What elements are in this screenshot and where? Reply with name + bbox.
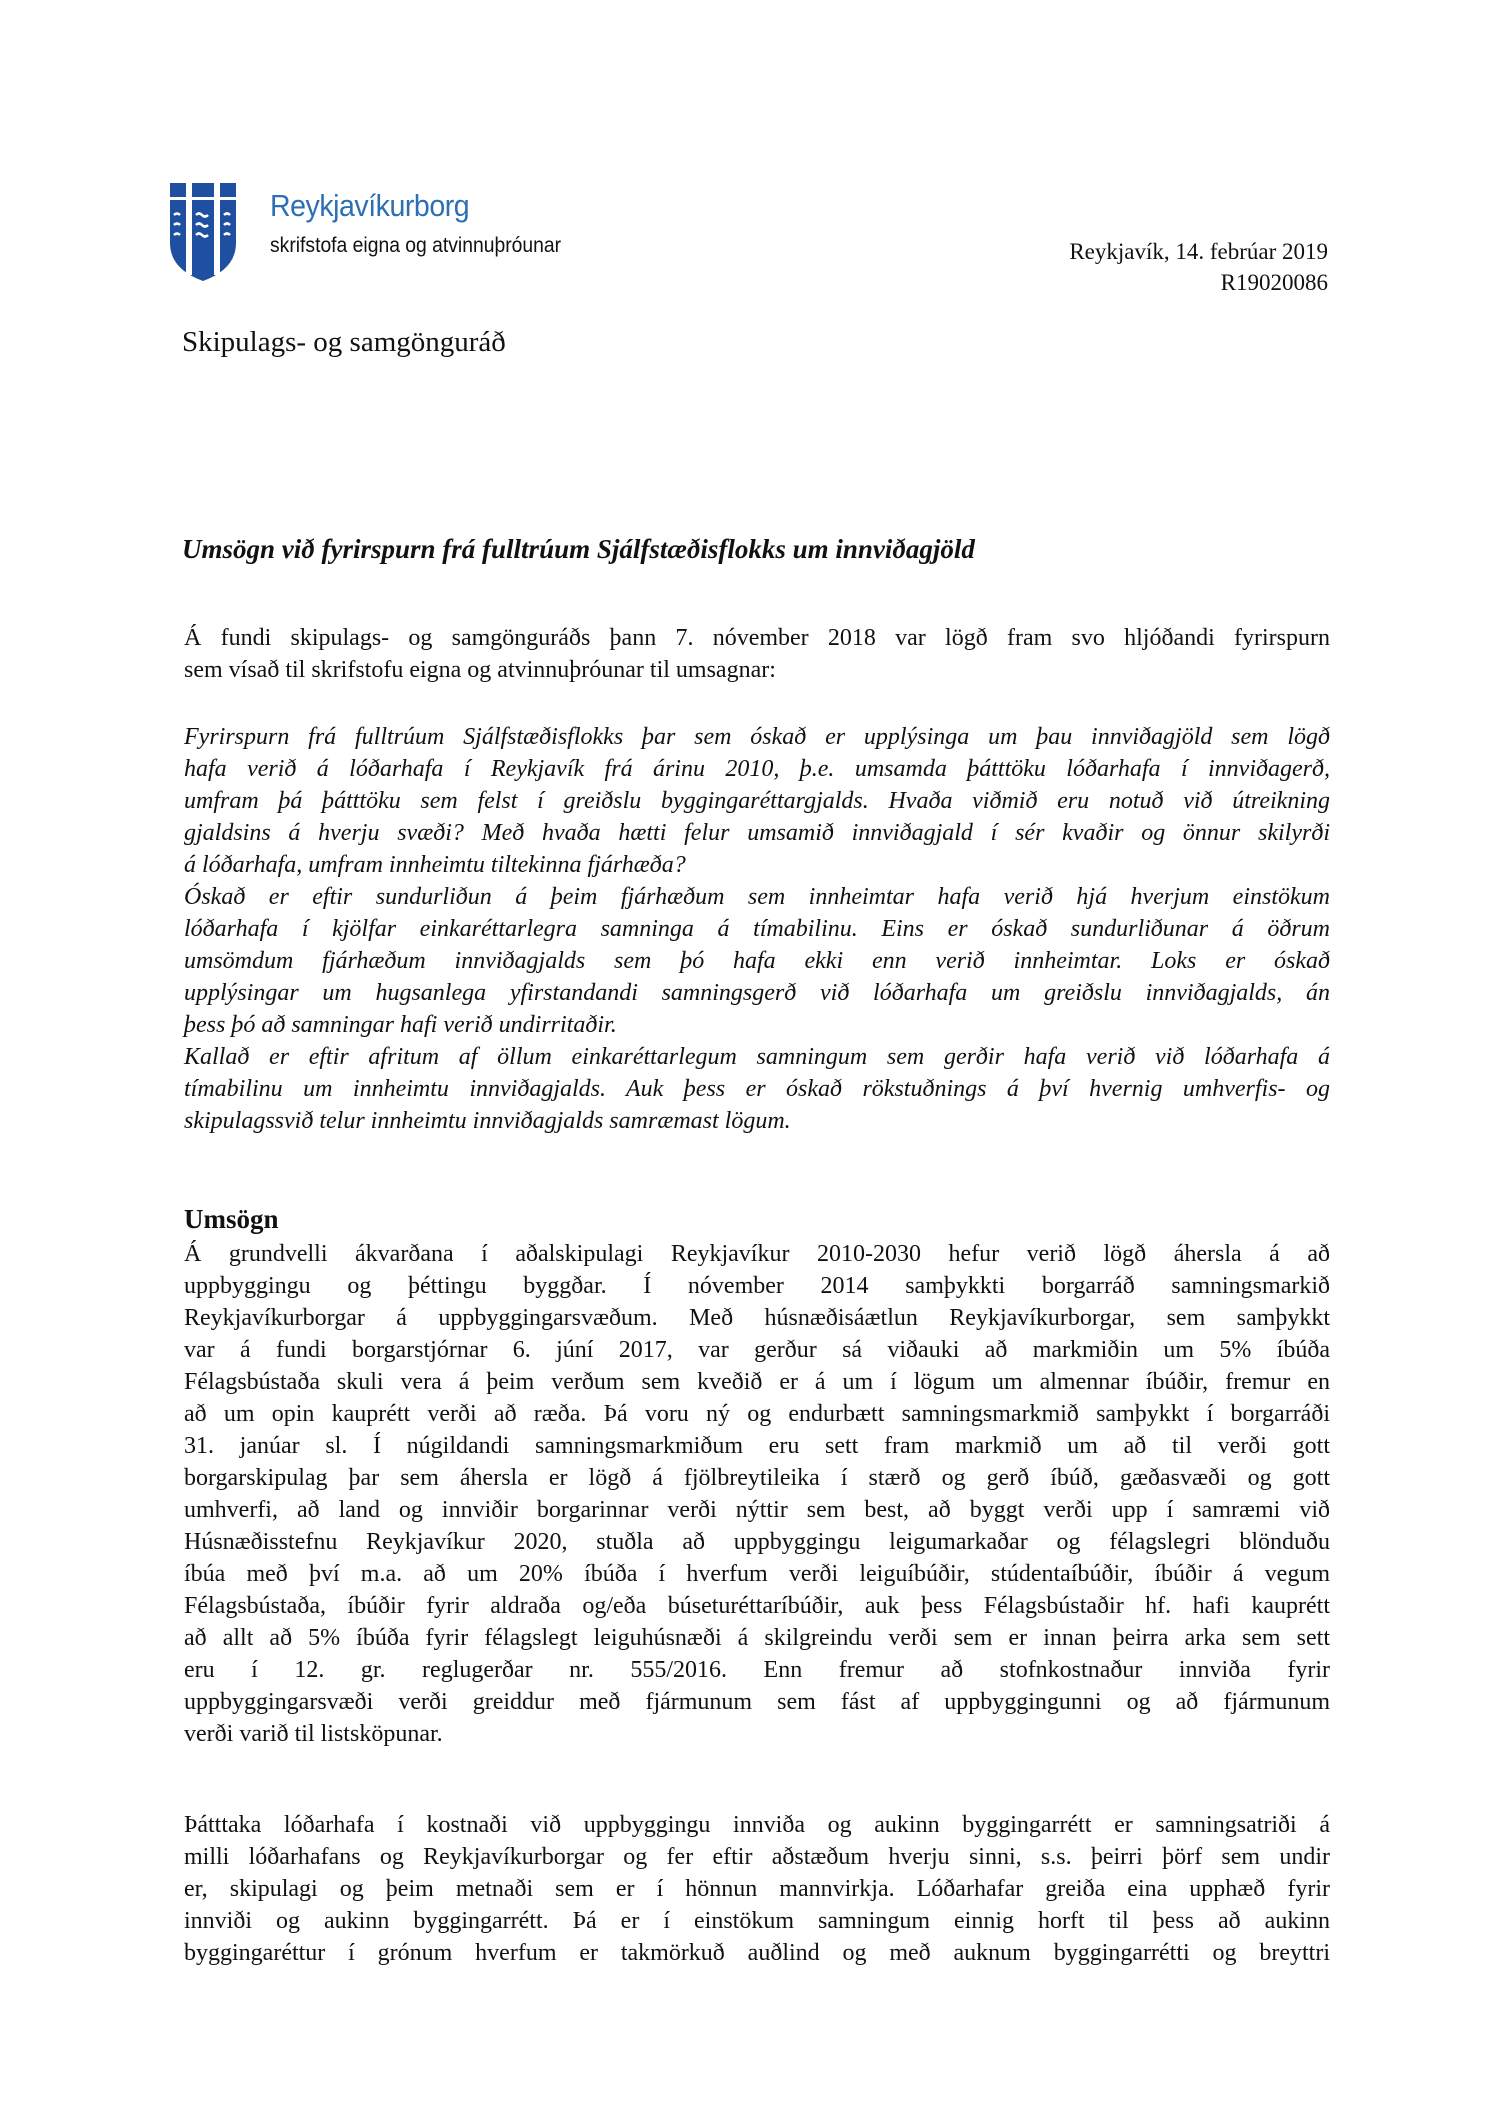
text-line: umfram þá þátttöku sem felst í greiðslu byggingaréttargjalds. Hvaða viðmið eru notuð við útreikning [184,788,1330,814]
brand-name: Reykjavíkurborg [270,188,470,223]
text-line: upplýsingar um hugsanlega yfirstandandi samningsgerð við lóðarhafa um greiðslu innviðagjalds, án [184,980,1330,1006]
letter-meta [1069,236,1328,298]
document-title: Umsögn við fyrirspurn frá fulltrúum Sjálfstæðisflokks um innviðagjöld [182,534,975,564]
text-line: innviði og aukinn byggingarrétt. Þá er í einstökum samningum einnig horft til þess að aukinn [184,1908,1330,1934]
text-line: umhverfi, að land og innviðir borgarinnar verði nýttir sem best, að byggt verði upp í samræmi við [184,1497,1330,1523]
text-line: milli lóðarhafans og Reykjavíkurborgar og fer eftir aðstæðum hverju sinni, s.s. þeirri þörf sem undir [184,1844,1330,1870]
text-line: verði varið til listsköpunar. [184,1721,443,1747]
quoted-inquiry [184,721,1330,1137]
text-line: að um opin kauprétt verði að ræða. Þá voru ný og endurbætt samningsmarkmið samþykkt í borgarráði [184,1401,1330,1427]
text-line: sem vísað til skrifstofu eigna og atvinnuþróunar til umsagnar: [184,657,776,683]
response-paragraph-2 [184,1809,1330,1969]
text-line: gjaldsins á hverju svæði? Með hvaða hætti felur umsamið innviðagjald í sér kvaðir og önnur skilyrði [184,820,1330,846]
text-line: var á fundi borgarstjórnar 6. júní 2017, var gerður sá viðauki að markmiðin um 5% íbúða [184,1337,1330,1363]
recipient: Skipulags- og samgönguráð [182,326,506,358]
text-line: Á fundi skipulags- og samgönguráðs þann 7. nóvember 2018 var lögð fram svo hljóðandi fyrirspurn [184,625,1330,651]
text-line: uppbyggingu og þéttingu byggðar. Í nóvember 2014 samþykkti borgarráð samningsmarkið [184,1273,1330,1299]
section-heading: Umsögn [184,1204,279,1234]
text-line: Óskað er eftir sundurliðun á þeim fjárhæðum sem innheimtar hafa verið hjá hverjum einstökum [184,884,1330,910]
text-line: er, skipulagi og þeim metnaði sem er í hönnun mannvirkja. Lóðarhafar greiða eina upphæð fyrir [184,1876,1330,1902]
text-line: Fyrirspurn frá fulltrúum Sjálfstæðisflokks þar sem óskað er upplýsinga um þau innviðagjöld sem lögð [184,724,1330,750]
text-line: Félagsbústaða, íbúðir fyrir aldraða og/eða búseturéttaríbúðir, auk þess Félagsbústaðir hf. hafi kauprétt [184,1593,1330,1619]
text-line: Félagsbústaða skuli vera á þeim verðum sem kveðið er á um í lögum um almennar íbúðir, fremur en [184,1369,1330,1395]
text-line: lóðarhafa í kjölfar einkaréttarlegra samninga á tímabilinu. Eins er óskað sundurliðunar á öðrum [184,916,1330,942]
text-line: umsömdum fjárhæðum innviðagjalds sem þó hafa ekki enn verið innheimtar. Loks er óskað [184,948,1330,974]
text-line: íbúa með því m.a. að um 20% íbúða í hverfum verði leiguíbúðir, stúdentaíbúðir, íbúðir á vegum [184,1561,1330,1587]
text-line: uppbyggingarsvæði verði greiddur með fjármunum sem fást af uppbyggingunni og að fjármunum [184,1689,1330,1715]
text-line: á lóðarhafa, umfram innheimtu tiltekinna fjárhæða? [184,852,686,878]
text-line: skipulagssvið telur innheimtu innviðagjalds samræmast lögum. [184,1108,791,1134]
response-paragraph-1 [184,1238,1330,1750]
place-date: Reykjavík, 14. febrúar 2019 [1069,239,1328,264]
text-line: Á grundvelli ákvarðana í aðalskipulagi Reykjavíkur 2010-2030 hefur verið lögð áhersla á að [184,1241,1330,1267]
text-line: Reykjavíkurborgar á uppbyggingarsvæðum. Með húsnæðisáætlun Reykjavíkurborgar, sem samþykkt [184,1305,1330,1331]
text-line: byggingaréttur í grónum hverfum er takmörkuð auðlind og með auknum byggingarrétti og breyttri [184,1940,1330,1966]
text-line: tímabilinu um innheimtu innviðagjalds. Auk þess er óskað rökstuðnings á því hvernig umhverfis- og [184,1076,1330,1102]
text-line: Þátttaka lóðarhafa í kostnaði við uppbyggingu innviða og aukinn byggingarrétt er samningsatriði á [184,1812,1330,1838]
intro-paragraph [184,622,1330,686]
text-line: þess þó að samningar hafi verið undirritaðir. [184,1012,617,1038]
reykjavik-coat-of-arms-logo [168,181,238,283]
text-line: hafa verið á lóðarhafa í Reykjavík frá árinu 2010, þ.e. umsamda þátttöku lóðarhafa í innviðagerð, [184,756,1330,782]
text-line: Húsnæðisstefnu Reykjavíkur 2020, stuðla að uppbyggingu leigumarkaðar og félagslegri blönduðu [184,1529,1330,1555]
reference-number: R19020086 [1220,270,1328,295]
text-line: eru í 12. gr. reglugerðar nr. 555/2016. Enn fremur að stofnkostnaður innviða fyrir [184,1657,1330,1683]
text-line: Kallað er eftir afritum af öllum einkaréttarlegum samningum sem gerðir hafa verið við lóðarhafa á [184,1044,1330,1070]
text-line: að allt að 5% íbúða fyrir félagslegt leiguhúsnæði á skilgreindu verði sem er innan þeirra arka sem sett [184,1625,1330,1651]
department-name: skrifstofa eigna og atvinnuþróunar [270,234,562,257]
text-line: 31. janúar sl. Í núgildandi samningsmarkmiðum eru sett fram markmið um að til verði gott [184,1433,1330,1459]
text-line: borgarskipulag þar sem áhersla er lögð á fjölbreytileika í stærð og gerð íbúð, gæðasvæði og gott [184,1465,1330,1491]
